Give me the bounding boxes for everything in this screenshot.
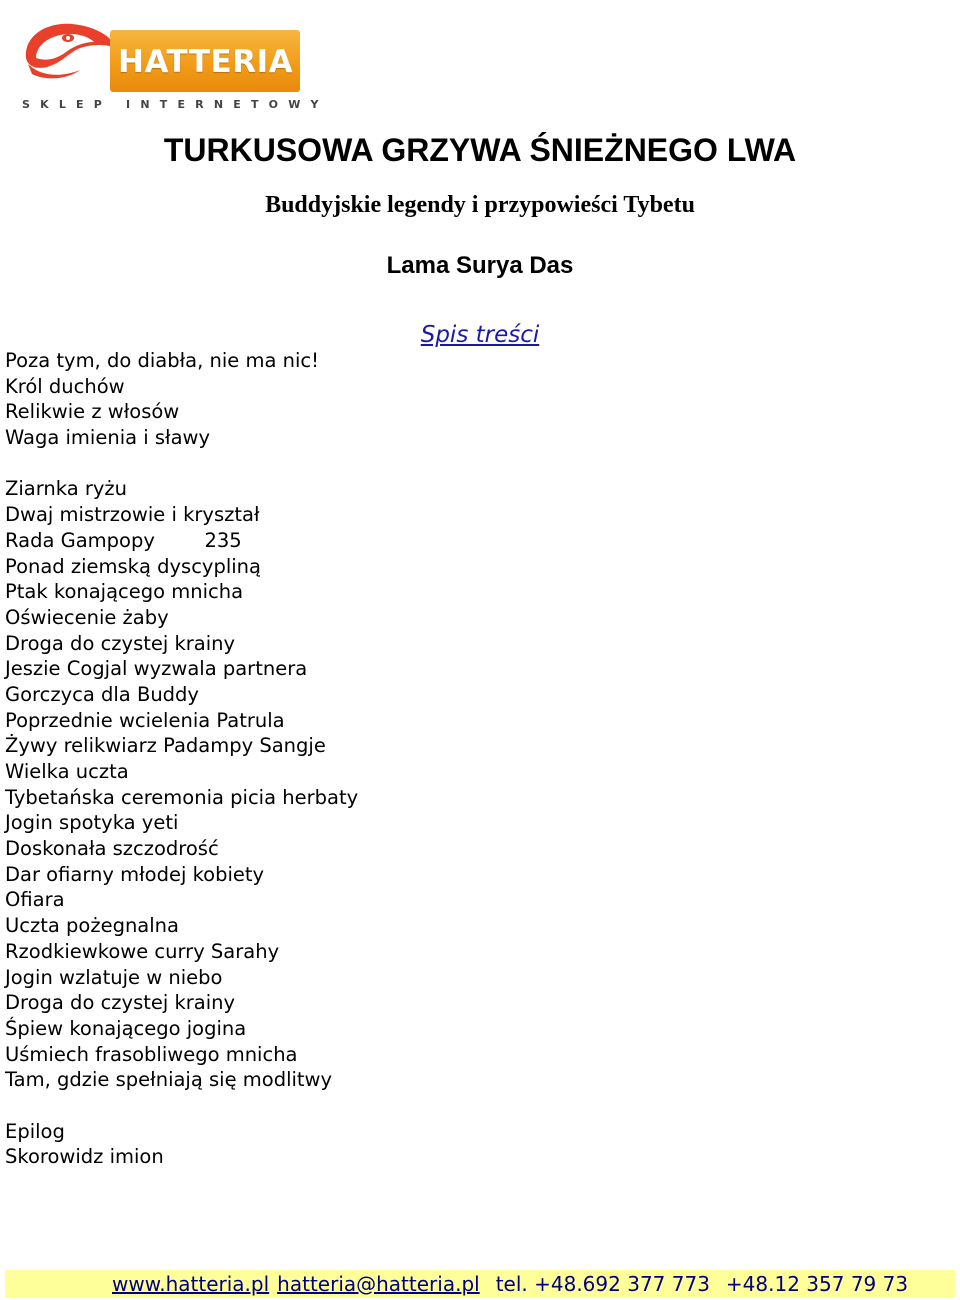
footer-bar [5, 1270, 955, 1298]
book-author: Lama Surya Das [386, 252, 574, 279]
toc-item: Epilog [5, 1119, 65, 1143]
toc-item: Wielka uczta [5, 760, 129, 783]
toc-item: Ofiara [5, 888, 65, 912]
toc-item: Jogin wzlatuje w niebo [5, 965, 223, 989]
footer-phone: tel. +48.692 377 773 [495, 1272, 710, 1296]
footer-website-link[interactable]: www.hatteria.pl [112, 1272, 270, 1296]
footer-phone-2: +48.12 357 79 73 [725, 1272, 909, 1296]
toc-item: Śpiew konającego jogina [5, 1016, 247, 1040]
toc-item: Rzodkiewkowe curry Sarahy [5, 939, 280, 963]
toc-heading: Spis treści [420, 322, 540, 348]
toc-item: Relikwie z włosów [5, 400, 180, 424]
toc-item: Droga do czystej krainy [5, 631, 236, 655]
toc-item: Ziarnka ryżu [5, 477, 128, 501]
hatteria-logo [20, 18, 329, 111]
toc-item: Tybetańska ceremonia picia herbaty [5, 785, 359, 809]
toc-item: Dwaj mistrzowie i kryształ [5, 503, 260, 527]
toc-item: Jogin spotyka yeti [5, 811, 179, 835]
footer-contact [112, 1270, 908, 1298]
toc-item: Droga do czystej krainy [5, 991, 236, 1015]
book-title: TURKUSOWA GRZYWA ŚNIEŻNEGO LWA [163, 132, 797, 168]
toc-item: Tam, gdzie spełniają się modlitwy [5, 1068, 333, 1092]
toc-item: Uśmiech frasobliwego mnicha [5, 1042, 298, 1066]
toc-item: Poza tym, do diabła, nie ma nic! [5, 349, 319, 372]
toc-item: Poprzednie wcielenia Patrula [5, 708, 285, 732]
toc-item: Król duchów [5, 374, 125, 398]
logo-tagline: SKLEP INTERNETOWY [22, 98, 329, 111]
footer-email-link[interactable]: hatteria@hatteria.pl [277, 1272, 480, 1296]
toc-item: Uczta pożegnalna [5, 914, 179, 938]
toc-item: Dar ofiarny młodej kobiety [5, 862, 265, 886]
toc-spacer [5, 451, 358, 477]
toc-spacer [5, 1093, 358, 1119]
toc-item: Żywy relikwiarz Padampy Sangje [5, 734, 326, 758]
lizard-emblem-icon [20, 18, 120, 82]
toc-item: Doskonała szczodrość [5, 837, 219, 861]
toc-item: Oświecenie żaby [5, 605, 169, 629]
book-subtitle: Buddyjskie legendy i przypowieści Tybetu [265, 192, 695, 218]
toc-item: Rada Gampopy 235 [5, 528, 242, 552]
toc-item: Gorczyca dla Buddy [5, 682, 199, 706]
toc-item: Ptak konającego mnicha [5, 580, 244, 604]
toc-item: Skorowidz imion [5, 1145, 164, 1169]
toc-item: Jeszie Cogjal wyzwala partnera [5, 657, 308, 681]
toc-item: Ponad ziemską dyscypliną [5, 554, 261, 578]
logo-brand-text: HATTERIA [118, 44, 294, 80]
toc-list [5, 348, 358, 1170]
toc-item: Waga imienia i sławy [5, 426, 211, 450]
